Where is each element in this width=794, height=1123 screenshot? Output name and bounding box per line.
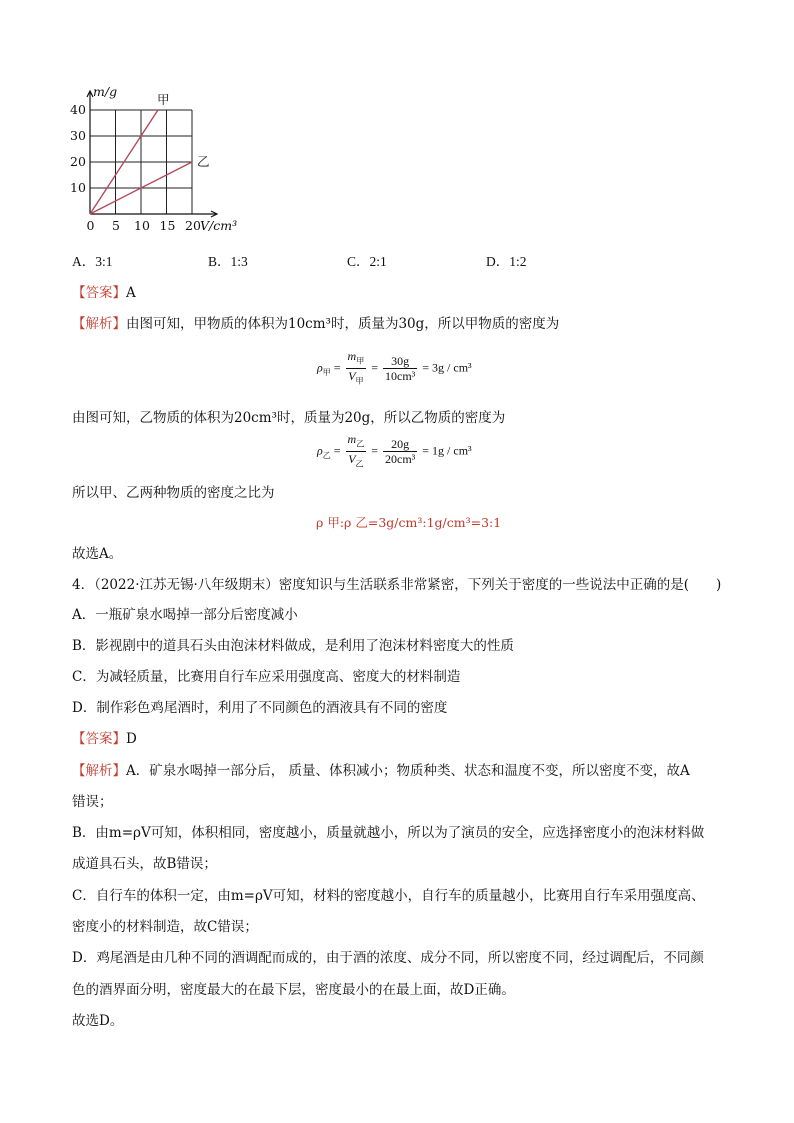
q3-option-d: D．1:2 [486, 254, 527, 269]
numerator: 30g [383, 354, 417, 369]
volume-subscript: 乙 [355, 459, 364, 469]
volume-symbol: V [348, 369, 356, 384]
y-tick-label: 10 [70, 180, 86, 195]
denominator: 20cm³ [385, 452, 416, 467]
x-tick-label: 20 [185, 218, 201, 233]
analysis-tag: 【解析】 [72, 763, 126, 779]
density-ratio: ρ 甲:ρ 乙=3g/cm³:1g/cm³=3:1 [316, 515, 502, 530]
mass-subscript: 甲 [356, 356, 365, 366]
x-tick-label: 10 [134, 218, 150, 233]
mass-symbol: m [347, 349, 357, 363]
volume-symbol: V [348, 452, 356, 467]
q4-analysis-c-cont: 密度小的材料制造，故C错误； [72, 919, 258, 935]
y-tick-label: 20 [70, 154, 86, 169]
x-tick-label: 0 [86, 218, 95, 233]
q4-analysis-b: B．由m=ρV可知，体积相同，密度越小，质量就越小，所以为了演员的安全，应选择密度小的泡沫材料做 [72, 825, 705, 841]
q4-analysis-a [72, 759, 690, 779]
analysis-tag: 【解析】 [72, 316, 126, 332]
q4-option-c: C．为减轻质量，比赛用自行车应采用强度高、密度大的材料制造 [72, 669, 461, 685]
formula-result: = 3g / cm³ [422, 360, 472, 375]
q4-analysis-d-cont: 色的酒界面分明，密度最大的在最下层，密度最小的在最上面，故D正确。 [72, 982, 515, 998]
rho-subscript: 甲 [322, 368, 331, 378]
q4-answer [72, 727, 137, 747]
q4-option-a: A．一瓶矿泉水喝掉一部分后密度减小 [72, 607, 298, 623]
answer-value: D [126, 731, 137, 747]
q3-analysis-line3: 所以甲、乙两种物质的密度之比为 [72, 485, 275, 501]
q4-stem: 4．（2022·江苏无锡·八年级期末）密度知识与生活联系非常紧密，下列关于密度的一些说法中正确的是( ) [72, 577, 722, 593]
density-formula-jia: $\rho_甲$ = $\frac{m_甲}{V_甲}$ = $\frac{30g}{\text{10cm³}}$ = 3g / cm³ [317, 349, 472, 389]
rho-subscript: 乙 [322, 451, 331, 461]
volume-subscript: 甲 [355, 376, 364, 386]
q3-analysis-line1 [72, 312, 559, 332]
q4-option-d: D．制作彩色鸡尾酒时，利用了不同颜色的酒液具有不同的密度 [72, 700, 448, 716]
q3-option-c: C．2:1 [347, 254, 387, 269]
symbolic-fraction [346, 432, 367, 472]
y-axis-label: m/g [93, 84, 118, 99]
x-tick-label: 5 [112, 218, 120, 233]
rho-symbol: ρ [317, 360, 323, 375]
answer-tag: 【答案】 [72, 731, 126, 747]
numerator: 20g [383, 437, 417, 452]
q4-analysis-d: D．鸡尾酒是由几种不同的酒调配而成的，由于酒的浓度、成分不同，所以密度不同，经过调配后，不同颜 [72, 950, 704, 966]
q4-option-b: B．影视剧中的道具石头由泡沫材料做成，是利用了泡沫材料密度大的性质 [72, 638, 514, 654]
mass-subscript: 乙 [356, 439, 365, 449]
y-tick-label: 30 [70, 128, 86, 143]
numeric-fraction [383, 437, 417, 466]
q3-option-a: A．3:1 [72, 254, 113, 269]
denominator: 10cm³ [385, 369, 416, 384]
q3-option-b: B．1:3 [208, 254, 248, 269]
y-tick-label: 40 [70, 102, 86, 117]
q4-analysis-c: C．自行车的体积一定，由m=ρV可知，材料的密度越小，自行车的质量越小，比赛用自行车采用强度高、 [72, 888, 705, 904]
analysis-text: 由图可知，甲物质的体积为10cm³时，质量为30g，所以甲物质的密度为 [126, 316, 560, 332]
formula-result: = 1g / cm³ [422, 443, 472, 458]
x-axis-label: V/cm³ [200, 218, 238, 233]
mass-volume-graph [64, 78, 254, 238]
x-tick-label: 15 [159, 218, 176, 233]
q4-conclusion: 故选D。 [72, 1013, 124, 1029]
series-label-2: 乙 [197, 154, 210, 169]
q4-analysis-a-cont: 错误； [72, 794, 113, 810]
numeric-fraction [383, 354, 417, 383]
series-label-1: 甲 [156, 92, 170, 107]
q3-answer [72, 281, 136, 301]
rho-symbol: ρ [317, 443, 323, 458]
answer-value: A [126, 285, 136, 301]
mass-symbol: m [347, 432, 357, 446]
q4-analysis-b-cont: 成道具石头，故B错误； [72, 856, 217, 872]
answer-tag: 【答案】 [72, 285, 126, 301]
density-formula-yi: $\rho_乙$ = $\frac{m_乙}{V_乙}$ = $\frac{20g}{\text{20cm³}}$ = 1g / cm³ [317, 432, 472, 472]
analysis-a-text: A．矿泉水喝掉一部分后， 质量、体积减小；物质种类、状态和温度不变，所以密度不变，故A [126, 763, 690, 779]
symbolic-fraction [346, 349, 367, 389]
q3-conclusion: 故选A。 [72, 546, 123, 562]
q3-analysis-line2: 由图可知，乙物质的体积为20cm³时，质量为20g，所以乙物质的密度为 [72, 410, 506, 426]
